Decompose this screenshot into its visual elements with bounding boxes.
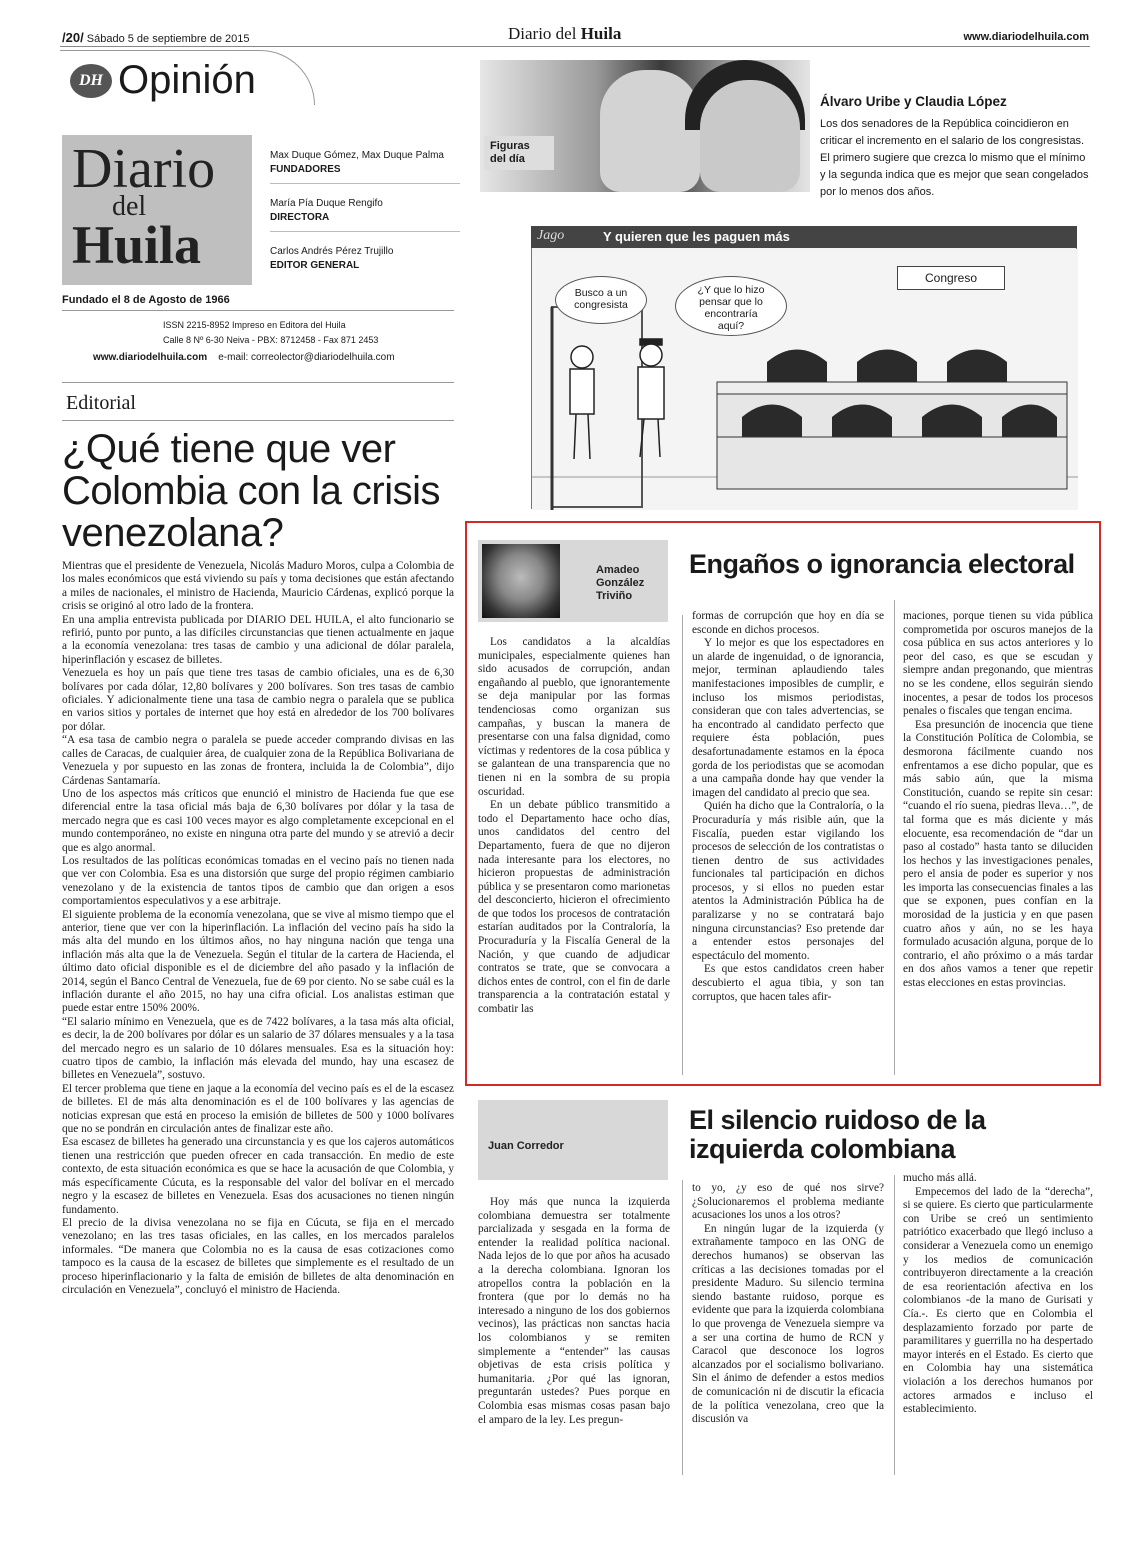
paragraph: En un debate público transmitido a todo el Departamento hace ocho días, unos candidatos del centro del Departamento, fuera de que no dijeron nada interesante para los electores, no hicieron propuestas de administración pública y se presentaron como marionetas del desconcierto, hicieron el ofrecimiento de que todos los procesos de contratación estarían auditados por la Contraloría, la Procuraduría y la Fiscalía General de la Nación, y que cuando de adjudicar contratos se trate, que se convocara a dichos entes de control, con el fin de darle transparencia a la contratación estatal y combatir las [478, 799, 670, 1016]
paragraph: “El salario mínimo en Venezuela, que es de 7422 bolívares, a la tasa más alta oficial, es decir, la de 200 bolívares por dólar es un salario de 37 dólares mensuales y a la tasa del mercado negro es un salario de 10 dólares mensuales. Esa es la situación hoy: cuatro tipos de cambio, la inflación más elevada del mundo, hay una escasez de billetes en Venezuela”, sostuvo. [62, 1015, 454, 1082]
article-column [478, 636, 670, 1017]
paragraph: Es que estos candidatos creen haber descubierto el agua tibia, y son tan corruptos, que hacen tales afir- [692, 963, 884, 1003]
page-number: 20 [65, 30, 81, 45]
contact-web[interactable]: www.diariodelhuila.com [93, 352, 208, 363]
author-box [478, 1100, 668, 1180]
paragraph: Los resultados de las políticas económicas tomadas en el vecino país no tienen nada que ver con Colombia. Esa es una distorsión que surge del propio régimen cambiario venezolano y de la existencia de tantos tipos de cambio que dan origen a esos comportamientos especulativos y a ese arbitraje. [62, 854, 454, 908]
column-rule [894, 600, 895, 1075]
figures-text: Los dos senadores de la República coincidieron en criticar el incremento en el salario de los congresistas. El primero sugiere que crezca lo mismo que el mínimo y la segunda indica que es mejor que sean congelados por lo menos dos años. [820, 118, 1089, 198]
editorial-title: ¿Qué tiene que ver Colombia con la crisis venezolana? [62, 427, 441, 555]
article-title: Engaños o ignorancia electoral [689, 549, 1075, 579]
credit-director: María Pía Duque Rengifo DIRECTORA [270, 198, 460, 232]
paragraph: Esa escasez de billetes ha generado una circunstancia y es que los cajeros automáticos tienen una restricción que pueden ofrecer en cada transacción. En medio de este contexto, de esta situación económica es que se hace la acusación de que Colombia, y más específicamente Cúcuta, es la responsable del valor del bolívar en el mercado negro y la escasez de billetes en Venezuela. Esas dos acusaciones no tienen ningún fundamento. [62, 1136, 454, 1216]
imprint-info: ISSN 2215-8952 Impreso en Editora del Huila Calle 8 Nº 6-30 Neiva - PBX: 8712458 - Fax 871 2453 [163, 320, 379, 345]
article-column [692, 1182, 884, 1427]
paragraph: En una amplia entrevista publicada por DIARIO DEL HUILA, el alto funcionario se refirió, punto por punto, a las difíciles circunstancias que tienen actualmente en jaque a la economía venezolana: tres tasas de cambio y una adicional de dólar paralela, hiperinflación y escasez de billetes. [62, 613, 454, 666]
person-photo-2 [700, 80, 800, 192]
paragraph: El precio de la divisa venezolana no se fija en Cúcuta, se fija en el mercado venezolano; en las tres tasas oficiales, en las calles, en los mercados paralelos informales. “De manera que Colombia no es la causa de esas cotizaciones como tampoco es la causa de la escasez de billetes que simplemente es el resultado de un proceso hiperinflacionario y la falta de emisión de billetes de alta denominación en circulación en Venezuela”, concluyó el ministro de Hacienda. [62, 1216, 454, 1296]
paragraph: El tercer problema que tiene en jaque a la economía del vecino país es el de la escasez de billetes. El de más alta denominación es el de 100 bolívares y las agencias de noticias expresan que está en proceso la emisión de billetes de 500 y 1000 bolívares que no se pondrán en circulación antes de finalizar este año. [62, 1082, 454, 1136]
paragraph: formas de corrupción que hoy en día se esconde en dichos procesos. [692, 610, 884, 636]
contact-email[interactable]: e-mail: correolector@diariodelhuila.com [218, 352, 395, 363]
paragraph: Hoy más que nunca la izquierda colombiana demuestra ser totalmente parcializada y sesgada en la forma de entender la realidad política nacional. Nada lejos de lo que por años ha acusado a la derecha colombiana. Ignoran los atropellos contra la población en la frontera (que por lo demás no ha interesado a ninguno de los dos gobiernos vecinos), las prácticas non sanctas hacia los colombianos y se remiten simplemente a “entender” las causas objetivas de esta crisis política y humanitaria. ¿Por qué las ignoran, preguntarán ustedes? Pues porque en Colombia esas mismas cosas pasan bajo el amparo de la ley. Les pregun- [478, 1196, 670, 1426]
person-photo-1 [600, 70, 700, 192]
divider [62, 420, 454, 421]
divider [62, 310, 454, 311]
page-date: Sábado 5 de septiembre de 2015 [86, 33, 250, 45]
congreso-sign: Congreso [897, 266, 1005, 290]
founded-date: Fundado el 8 de Agosto de 1966 [62, 294, 230, 306]
author-photo [482, 544, 560, 618]
page-info: /20/ Sábado 5 de septiembre de 2015 [62, 30, 250, 45]
figures-photo [480, 60, 810, 192]
column-rule [682, 615, 683, 1075]
figures-name: Álvaro Uribe y Claudia López [820, 94, 1007, 109]
author-box [478, 540, 668, 622]
editorial-label: Editorial [66, 392, 136, 414]
paragraph: Y lo mejor es que los espectadores en un alarde de ingenuidad, o de ignorancia, mejor, terminan aplaudiendo tales manifestaciones imposibles de cumplir, e incluso los mismos periodistas, consideran que con tales advertencias, se ha encontrado al candidato perfecto que requiere ésta población, pues desafortunadamente estamos en la época gorda de los periodistas que se acomodan a una campaña donde hay que vender la imagen del candidato al precio que sea. [692, 637, 884, 799]
column-rule [894, 1175, 895, 1475]
article-column [478, 1196, 670, 1427]
header-divider [60, 46, 1090, 47]
masthead: Diario del Huila [508, 24, 622, 43]
cartoon-signature: Jago [537, 228, 565, 243]
cartoon-header [531, 226, 1077, 248]
header-url[interactable]: www.diariodelhuila.com [963, 31, 1089, 43]
paragraph: Uno de los aspectos más críticos que enunció el ministro de Hacienda fue que ese diferencial entre la tasa oficial más baja de 6,30 bolívares por dólar y la tasa de mercado negra que es casi 100 veces mayor es algo completamente excepcional en el mundo contemporáneo, no existe en ninguna otra parte del mundo y se atrevió a decir que es algo anormal. [62, 787, 454, 854]
article-column [903, 1172, 1093, 1417]
article-column [903, 610, 1093, 991]
column-rule [682, 1180, 683, 1475]
credit-founders: Max Duque Gómez, Max Duque Palma FUNDADORES [270, 150, 460, 184]
cartoon-title: Y quieren que les paguen más [603, 229, 790, 244]
paragraph: Empecemos del lado de la “derecha”, si se quiere. Es cierto que particularmente con Uribe se creó un sentimiento patriótico exacerbado que llegó incluso a considerar a Venezuela como un enemigo y los medios de comunicación contribuyeron directamente a la creación de esa reorientación afectiva en los colombianos -de la mano de Gurisati y Cía.-. Es cierto que en Colombia el desplazamiento forzado por parte de paramilitares y guerrilla no ha despertado mayor interés en el Estado. Es cierto que en Colombia hay una sistemática violación a los derechos humanos por actores armados e incluso el establecimiento. [903, 1185, 1093, 1416]
paragraph: Esa presunción de inocencia que tiene la Constitución Política de Colombia, se desmorona fácilmente cuando nos enfrentamos a ese dicho popular, que es más sabio aún, que la misma Constitución, cuando se repite sin cesar: “cuando el río suena, piedras lleva…”, de tal forma que es más diciente y más elocuente, esa recomendación de “dar un paso al costado” hasta tanto se diluciden los hechos y las investigaciones penales, pero el ansia de poder es superior y nos les importa las consecuencias finales a las que se exponen, pues confían en la morosidad de la justicia y en que pasen cuatro años y aún, no se les haya formulado acusación alguna, porque de lo contrario, el año próximo o a más tardar en dos años vamos a tener que repetir estas elecciones en estas provincias. [903, 718, 1093, 990]
dh-logo: DH [70, 64, 112, 98]
speech-bubble-2: ¿Y que lo hizo pensar que lo encontraría aquí? [675, 276, 787, 336]
divider [62, 382, 454, 383]
speech-bubble-1: Busco a un congresista [555, 276, 647, 324]
paragraph: El siguiente problema de la economía venezolana, que se vive al mismo tiempo que el anterior, tiene que ver con la hiperinflación. La inflación del vecino país ha sido la más alta del mundo en los últimos años, no hay ninguna nación que tenga una inflación más alta que la de Venezuela. Según el titular de la cartera de Hacienda, el último dato oficial disponible es el de diciembre del año pasado y la inflación de 2014, según el Banco Central de Venezuela, fue de 69 por ciento. No se sabe cuál es la inflación durante el año 2015, no hay una cifra oficial. Los analistas estiman que puede estar entre 150% 200%. [62, 908, 454, 1015]
paragraph: “A esa tasa de cambio negra o paralela se puede acceder comprando divisas en las calles de Caracas, de cualquier área, de cualquier zona de la República Bolivariana de Venezuela y por supuesto en las zonas de frontera, incluida la de Colombia”, dijo Cárdenas Santamaría. [62, 734, 454, 787]
editorial-body [62, 560, 454, 1297]
paragraph: mucho más allá. [903, 1172, 977, 1184]
paragraph: maciones, porque tienen su vida pública comprometida por oscuros manejos de la cosa pública en sus actos anteriores y lo peor del caso, es que se escudan y siempre andan pregonando, que mientras no se les condene, ellos seguirán siendo inocentes, a pesar de todos los procesos penales o fiscales que tengan encima. [903, 610, 1093, 718]
paragraph: Quién ha dicho que la Contraloría, o la Procuraduría y más risible aún, que la Fiscalía, pueden estar vigilando los procesos de selección de los contratistas o tienen dentro de sus actividades funcionales tal participación en dichos procesos, y si ellos no pueden estar atentos la Administración Pública ha de paralizarse y no se contratará bajo ninguna circunstancias? Eso pretende dar a entender estos personajes del espectáculo del momento. [692, 800, 884, 962]
figures-label: Figuras del día [484, 136, 554, 170]
contact-info [93, 352, 395, 363]
author-name: Juan Corredor [488, 1140, 564, 1152]
paragraph: Venezuela es hoy un país que tiene tres tasas de cambio oficiales, una es de 6,30 bolívares por cada dólar, 12,80 bolívares y 200 bolívares. Son tres tasas de cambio oficiales. Y adicionalmente tiene una tasa de cambio negra o paralela que se publica en varios sitios y portales de internet que hoy está en alrededor de los 700 bolívares por dólar. [62, 667, 454, 733]
paragraph: Los candidatos a la alcaldías municipales, especialmente quienes han sido acusados de corrupción, andan engañando al pueblo, que ignorantemente se deja manipular por las formas tendenciosas como organizan sus campañas, y buscan la manera de presentarse con una falsa dignidad, como víctimas y redentores de la cosa pública y se galantean de una transparencia que no tienen ni en la sombra de su propia oscuridad. [478, 636, 670, 798]
section-title: Opinión [118, 58, 256, 102]
paragraph: En ningún lugar de la izquierda (y extrañamente tampoco en las ONG de derechos humanos) se observan las críticas a las decisiones tomadas por el presidente Maduro. Su silencio termina siendo bastante ruidoso, porque es evidente que para la izquierda colombiana lo que provenga de Venezuela siempre va a ser una cortina de humo de RCN y Caracol que desconoce los logros alcanzados por el socialismo bolivariano. Sin el ánimo de defender a estos medios de comunicación ni de discutir la eficacia de la política venezolana, creo que la discusión va [692, 1222, 884, 1426]
article-title: El silencio ruidoso de la izquierda colombiana [689, 1105, 986, 1164]
paragraph: to yo, ¿y eso de qué nos sirve? ¿Solucionaremos el problema mediante acusaciones los unos a los otros? [692, 1182, 884, 1222]
article-column [692, 610, 884, 1004]
author-name: Amadeo González Triviño [596, 564, 645, 602]
newspaper-logo: Diario del Huila [62, 135, 252, 285]
staff-credits [270, 150, 460, 293]
paragraph: Mientras que el presidente de Venezuela, Nicolás Maduro Moros, culpa a Colombia de los males económicos que está viviendo su país y toma decisiones que están afectando a miles de nacionales, el ministro de Hacienda, Mauricio Cárdenas, explicó porque la crisis se originó al otro lado de la frontera. [62, 560, 454, 613]
credit-editor: Carlos Andrés Pérez Trujillo EDITOR GENERAL [270, 246, 394, 271]
